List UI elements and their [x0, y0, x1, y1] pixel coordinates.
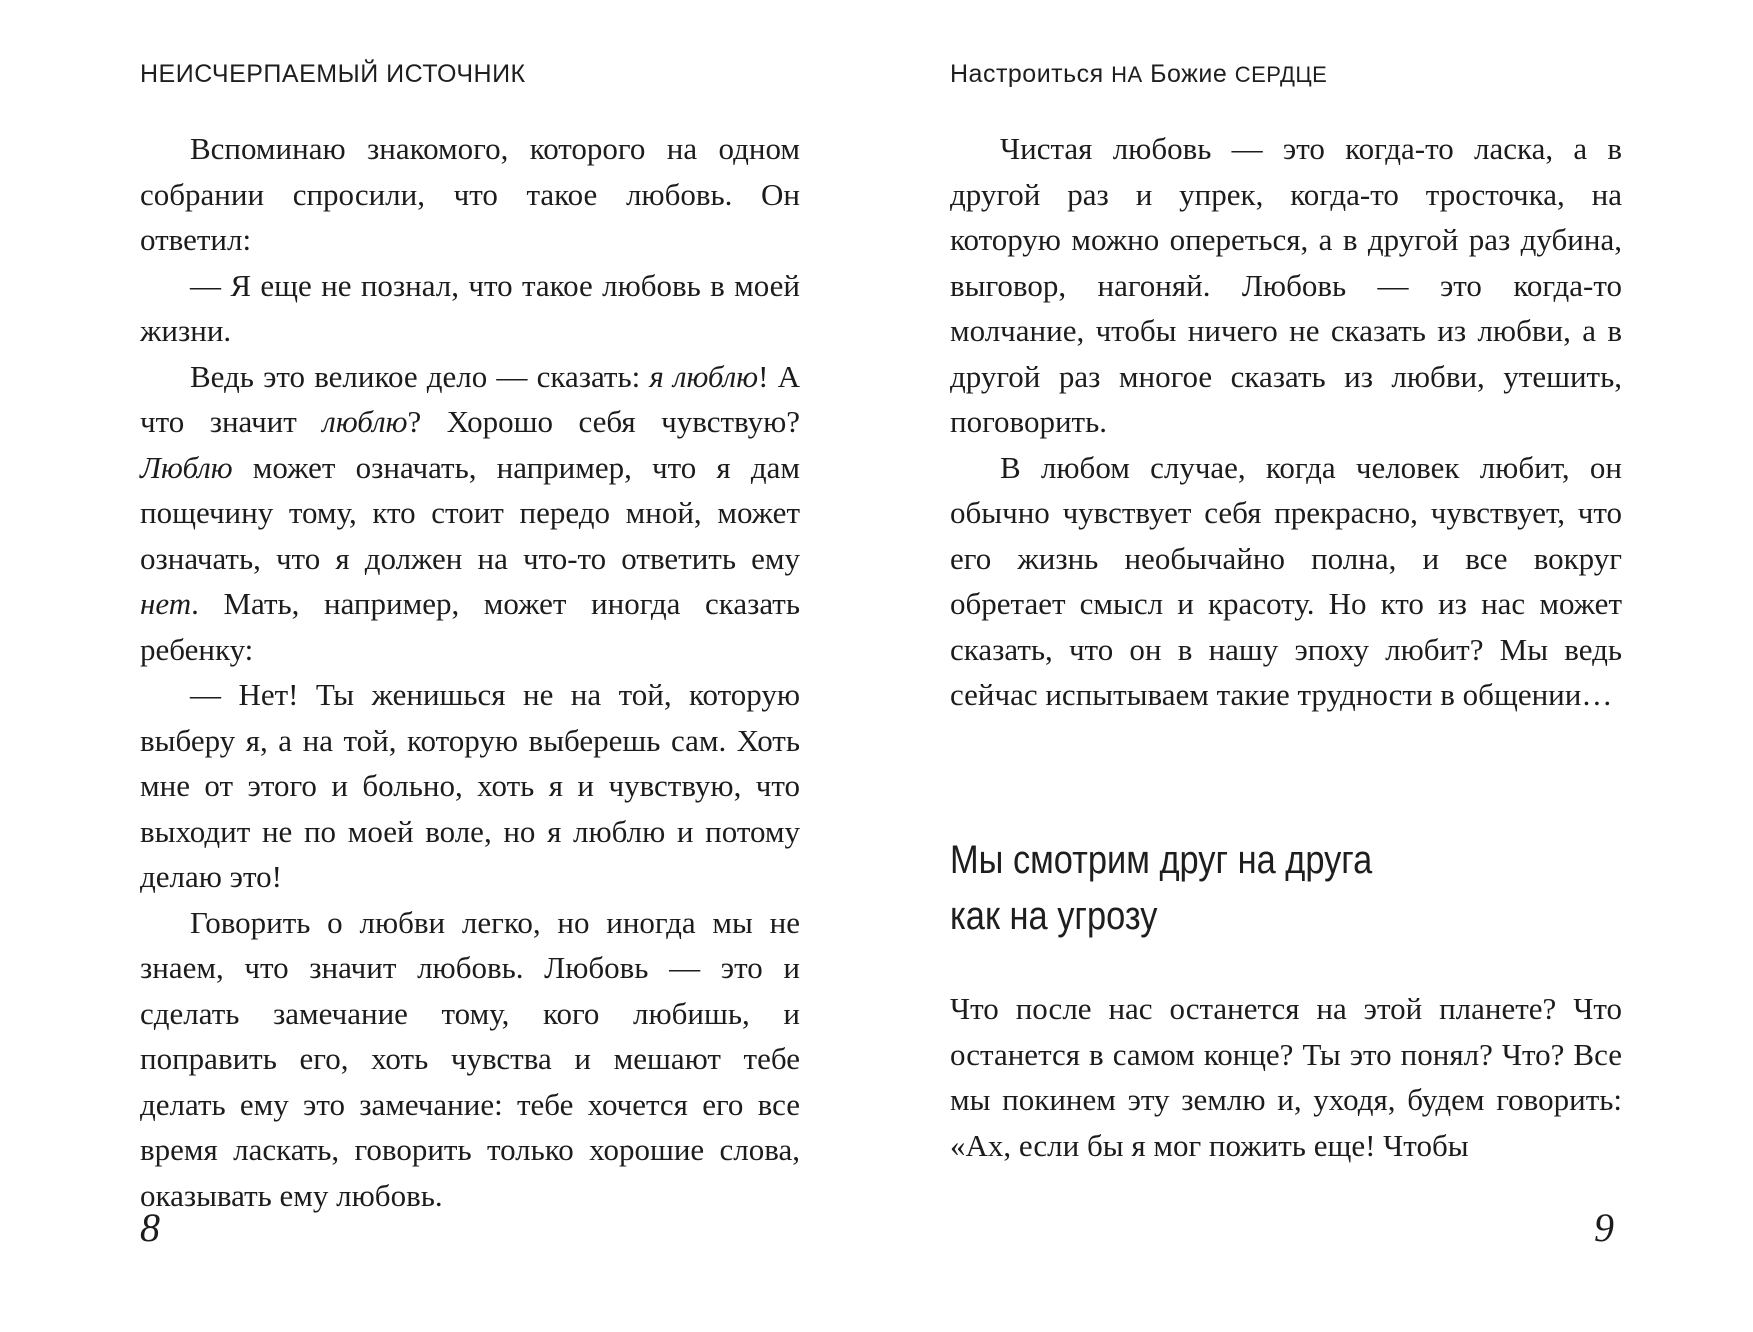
page-number-right: 9 — [1594, 1205, 1614, 1250]
section-body — [950, 986, 1622, 1168]
paragraph: В любом случае, когда человек любит, он обычно чувствует себя прекрасно, чувствует, что его жизнь необычайно полна, и все вокруг обретает смысл и красоту. Но кто из нас может сказать, что он в нашу эпоху любит? Мы ведь сейчас испытываем такие трудности в общении… — [950, 449, 1622, 712]
left-page-body — [140, 126, 800, 1218]
dialogue-line: — Я еще не познал, что такое любовь в моей жизни. — [140, 267, 800, 348]
paragraph: Что после нас останется на этой планете? Что останется в самом конце? Ты это понял? Что? Все мы покинем эту землю и, уходя, будем говорить: «Ах, если бы я мог пожить еще! Чтобы — [950, 991, 1622, 1163]
dialogue-line: — Нет! Ты женишься не на той, которую выберу я, а на той, которую выберешь сам. Хоть мне от этого и больно, хоть я и чувствую, что выходит не по моей воле, но я люблю и потому делаю это! — [140, 677, 800, 894]
section-heading: Мы смотрим друг на друга как на угрозу — [950, 838, 1373, 938]
left-page — [140, 0, 800, 1332]
running-head-left: НЕИСЧЕРПАЕМЫЙ ИСТОЧНИК — [140, 60, 526, 88]
right-page — [950, 0, 1622, 1332]
right-page-body — [950, 126, 1622, 718]
paragraph: Говорить о любви легко, но иногда мы не знаем, что значит любовь. Любовь — это и сделать замечание тому, кого любишь, и поправить его, хоть чувства и мешают тебе делать ему это замечание: тебе хочется его все время ласкать, говорить только хорошие слова, оказывать ему любовь. — [140, 904, 800, 1213]
paragraph: Чистая любовь — это когда-то ласка, а в другой раз и упрек, когда-то тросточка, на которую можно опереться, а в другой раз дубина, выговор, нагоняй. Любовь — это когда-то молчание, чтобы ничего не сказать из любви, а в другой раз многое сказать из любви, утешить, поговорить. — [950, 131, 1622, 439]
paragraph: Ведь это великое дело — сказать: я люблю! А что значит люблю? Хорошо себя чувствую? Люблю может означать, например, что я дам пощечину тому, кто стоит передо мной, может означать, что я должен на что-то ответить ему нет. Мать, например, может иногда сказать ребенку: — [140, 358, 801, 667]
paragraph: Вспоминаю знакомого, которого на одном собрании спросили, что такое любовь. Он ответил: — [140, 131, 800, 257]
running-head-right: Настроиться НА Божие СЕРДЦЕ — [950, 60, 1328, 88]
page-number-left: 8 — [140, 1205, 160, 1250]
